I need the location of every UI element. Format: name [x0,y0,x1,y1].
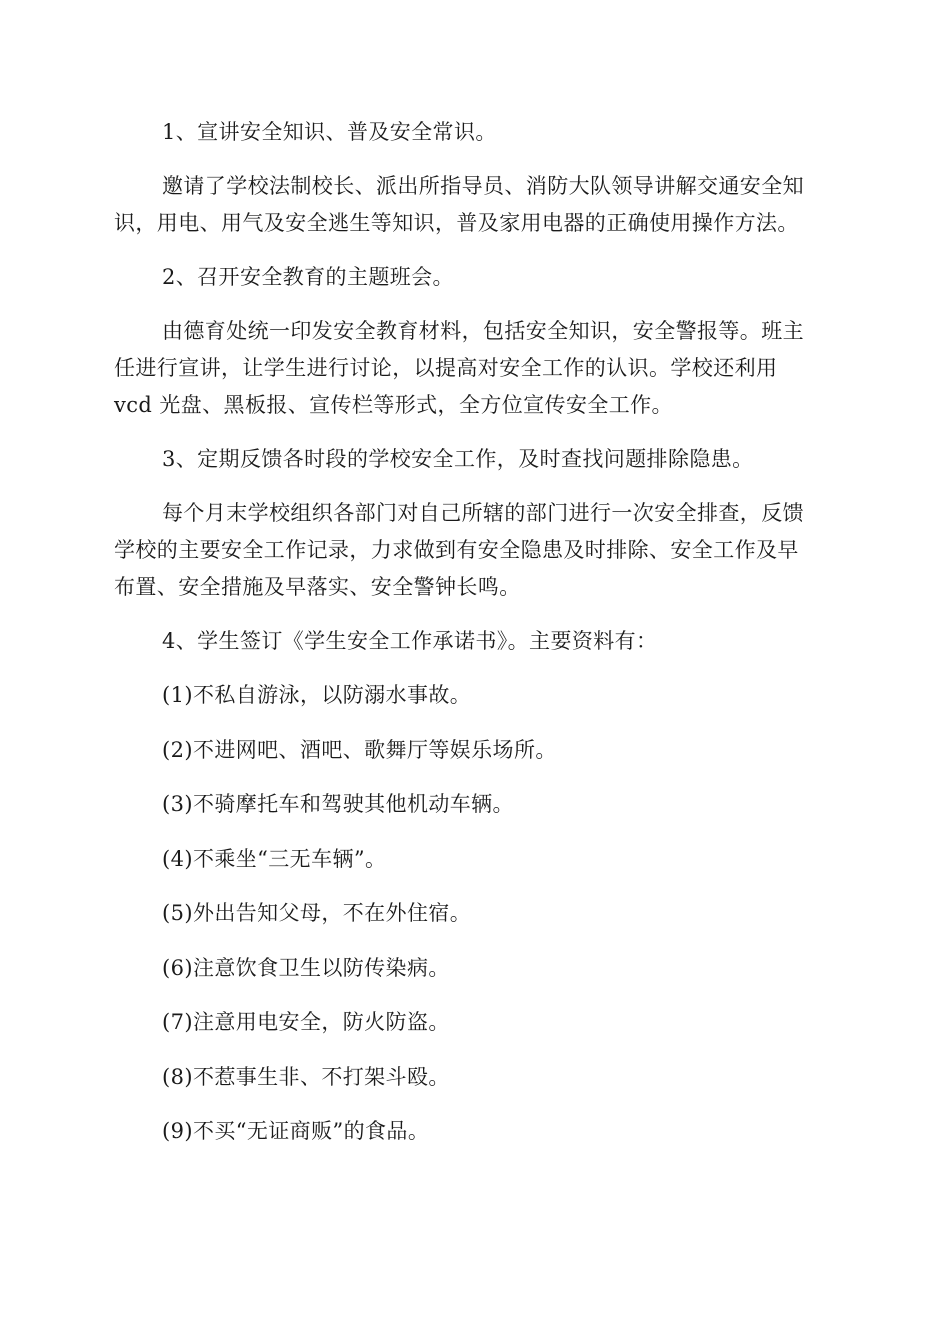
paragraph-line: 识，用电、用气及安全逃生等知识，普及家用电器的正确使用操作方法。 [114,211,799,235]
list-item: (2)不进网吧、酒吧、歌舞厅等娱乐场所。 [162,738,557,762]
paragraph-line: 每个月末学校组织各部门对自己所辖的部门进行一次安全排查，反馈 [162,501,804,525]
list-item: (5)外出告知父母，不在外住宿。 [162,901,472,925]
list-item: (4)不乘坐“三无车辆”。 [162,847,387,871]
paragraph-line: 任进行宣讲，让学生进行讨论，以提高对安全工作的认识。学校还利用 [114,356,778,380]
list-item: (3)不骑摩托车和驾驶其他机动车辆。 [162,792,514,816]
list-item: (1)不私自游泳，以防溺水事故。 [162,683,472,707]
list-item: (8)不惹事生非、不打架斗殴。 [162,1065,450,1089]
paragraph-line: 学校的主要安全工作记录，力求做到有安全隐患及时排除、安全工作及早 [114,538,799,562]
paragraph-line: 布置、安全措施及早落实、安全警钟长鸣。 [114,575,521,599]
list-item: (9)不买“无证商贩”的食品。 [162,1119,430,1143]
paragraph-line: vcd 光盘、黑板报、宣传栏等形式，全方位宣传安全工作。 [114,393,673,417]
paragraph-line: 邀请了学校法制校长、派出所指导员、消防大队领导讲解交通安全知 [162,174,804,198]
section-heading-3: 3、定期反馈各时段的学校安全工作，及时查找问题排除隐患。 [162,447,754,471]
list-item: (6)注意饮食卫生以防传染病。 [162,956,450,980]
section-heading-1: 1、宣讲安全知识、普及安全常识。 [162,120,497,144]
section-heading-2: 2、召开安全教育的主题班会。 [162,265,454,289]
paragraph-line: 由德育处统一印发安全教育材料，包括安全知识，安全警报等。班主 [162,319,804,343]
list-item: (7)注意用电安全，防火防盗。 [162,1010,450,1034]
section-heading-4: 4、学生签订《学生安全工作承诺书》。主要资料有： [162,629,658,653]
